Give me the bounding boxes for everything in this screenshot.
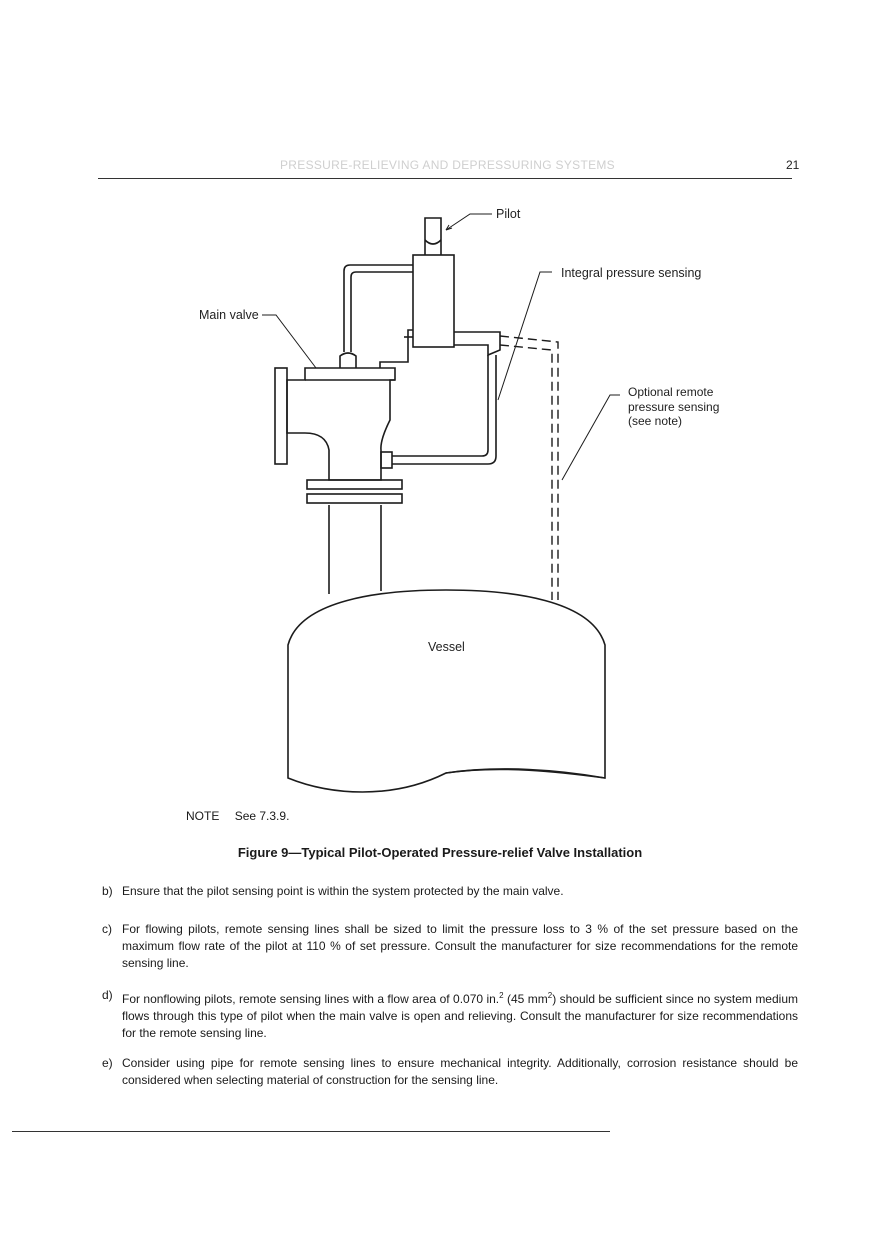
list-item	[102, 987, 798, 1042]
pilot-leader	[446, 214, 492, 230]
inlet-flange	[275, 368, 287, 464]
list-marker: e)	[102, 1056, 113, 1070]
valve-body	[287, 368, 395, 480]
optional-label-2: pressure sensing	[628, 400, 720, 414]
pilot-tube-mid	[380, 330, 413, 368]
list-text	[122, 987, 798, 1042]
list-text-part: (45 mm	[503, 992, 548, 1006]
superscript: 2	[547, 991, 553, 1000]
upper-flange	[307, 494, 402, 503]
integral-sensing-tube	[454, 332, 500, 355]
list-text-part: ) should be sufficient since no system medium flows through this type of pilot when the main valve is open and relieving. Consult the manufacturer for size recommendations for the remote sensing line.	[122, 992, 798, 1040]
list-item	[102, 883, 798, 900]
main-valve-label: Main valve	[199, 308, 259, 322]
remote-sensing-line-inner	[500, 345, 552, 600]
optional-label-3: (see note)	[628, 414, 683, 428]
list-item	[102, 1055, 798, 1089]
list-marker: d)	[102, 988, 113, 1002]
page-number: 21	[786, 158, 800, 172]
optional-label-1: Optional remote	[628, 385, 714, 399]
valve-bonnet	[340, 353, 356, 368]
vessel-label: Vessel	[428, 640, 465, 654]
pilot-body	[413, 255, 454, 347]
return-tube	[392, 355, 488, 456]
list-marker: c)	[102, 922, 112, 936]
optional-leader	[562, 395, 620, 480]
figure-caption: Figure 9—Typical Pilot-Operated Pressure-relief Valve Installation	[237, 845, 643, 860]
pilot-tube-left	[344, 265, 413, 352]
note-label: NOTE	[186, 809, 220, 823]
figure-note	[186, 809, 301, 823]
list-item	[102, 921, 798, 972]
list-text: Consider using pipe for remote sensing lines to ensure mechanical integrity. Additionally, corrosion resistance should be considered when selecting material of construction for the sensing line.	[122, 1056, 798, 1087]
main-valve-leader	[262, 315, 316, 368]
list-text-part: For nonflowing pilots, remote sensing lines with a flow area of 0.070 in.	[122, 992, 500, 1006]
list-text: For flowing pilots, remote sensing lines shall be sized to limit the pressure loss to 3 % of the set pressure based on the maximum flow rate of the pilot at 110 % of set pressure. Consult the manufacturer for size recommendations for the remote sensing line.	[122, 922, 798, 970]
vessel-shape	[288, 590, 605, 792]
footer-rule	[12, 1131, 610, 1132]
note-text: See 7.3.9.	[234, 809, 290, 823]
lower-flange	[307, 480, 402, 489]
integral-sensing-label: Integral pressure sensing	[561, 266, 702, 280]
pilot-head	[425, 218, 441, 255]
remote-sensing-line-outer	[500, 336, 558, 600]
running-header-title: PRESSURE-RELIEVING AND DEPRESSURING SYSTEMS	[280, 158, 615, 172]
list-marker: b)	[102, 884, 113, 898]
pilot-label: Pilot	[496, 207, 521, 221]
superscript: 2	[499, 991, 504, 1000]
list-text: Ensure that the pilot sensing point is within the system protected by the main valve.	[122, 884, 564, 898]
